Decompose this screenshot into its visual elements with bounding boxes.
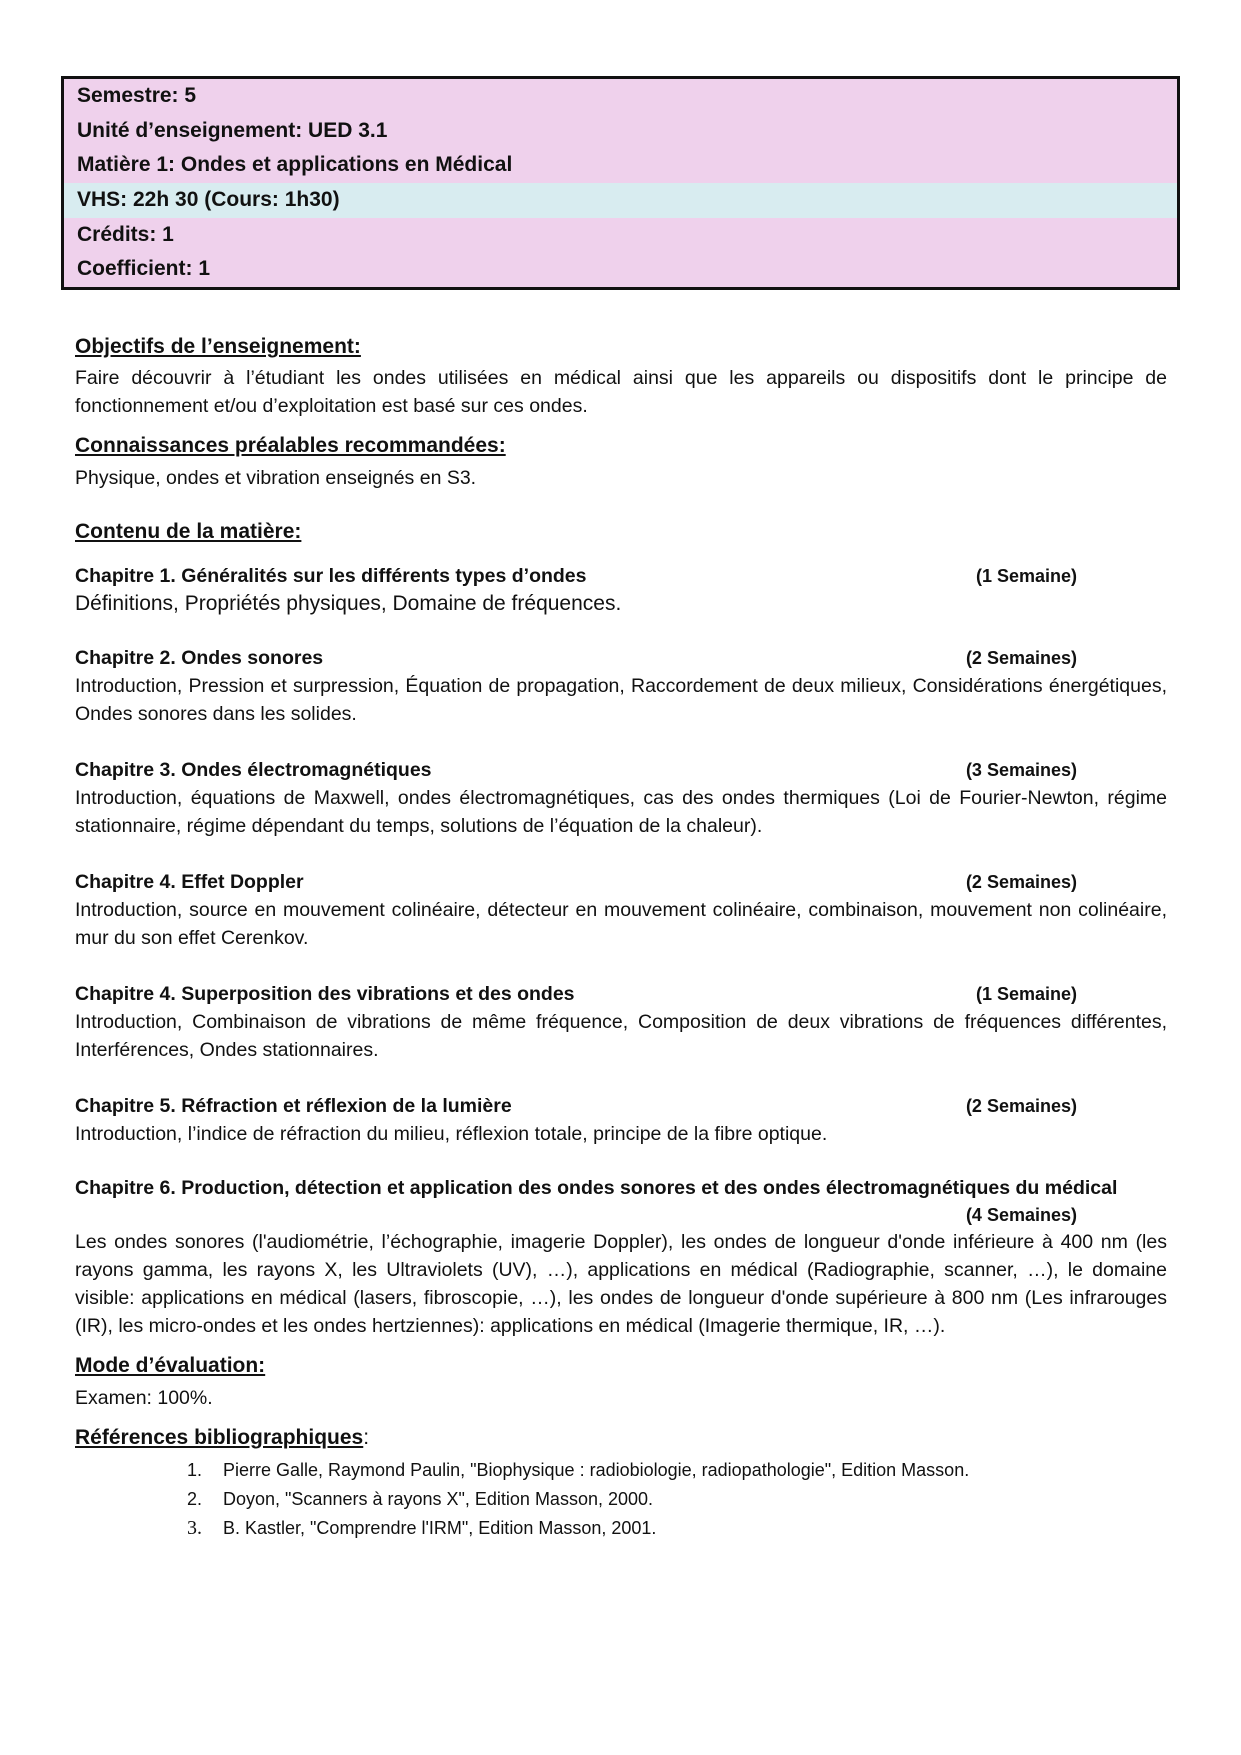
chapter-title: Chapitre 4. Superposition des vibrations et des ondes [75, 983, 575, 1005]
chapter-title: Chapitre 2. Ondes sonores [75, 647, 324, 669]
chapter-title: Chapitre 1. Généralités sur les différents types d’ondes [75, 565, 587, 587]
chapter-text: Les ondes sonores (l'audiométrie, l’échographie, imagerie Doppler), les ondes de longueur d'onde inférieure à 400 nm (les rayons gamma, les rayons X, les Ultraviolets (UV), …), applications en médical (Radiographie, scanner, …), le domaine visible: applications en médical (lasers, fibroscopie, …), les ondes de longueur d'onde supérieure à 800 nm (Les infrarouges (IR), les micro-ondes et les ondes hertziennes): applications en médical (Imagerie thermique, IR, …). [75, 1231, 1167, 1337]
chapter-text: Définitions, Propriétés physiques, Domaine de fréquences. [75, 592, 622, 615]
references-title: Références bibliographiques [75, 1426, 364, 1449]
chapter-text: Introduction, Combinaison de vibrations de même fréquence, Composition de deux vibrations de fréquences différentes, Interférences, Ondes stationnaires. [75, 1011, 1167, 1061]
chapter-duration: (1 Semaine) [975, 984, 1077, 1004]
chapter-3 [75, 756, 1167, 840]
chapter-title: Chapitre 5. Réfraction et réflexion de la lumière [75, 1095, 512, 1117]
reference-item [187, 1485, 1167, 1514]
chapter-text: Introduction, source en mouvement colinéaire, détecteur en mouvement colinéaire, combinaison, mouvement non colinéaire, mur du son effet Cerenkov. [75, 899, 1167, 949]
vhs-row: VHS: 22h 30 (Cours: 1h30) [64, 183, 1177, 218]
chapter-4b [75, 980, 1167, 1064]
chapter-title: Chapitre 4. Effet Doppler [75, 871, 304, 893]
chapter-4 [75, 868, 1167, 952]
reference-number: 3. [187, 1517, 202, 1539]
coefficient-row: Coefficient: 1 [64, 252, 1177, 287]
evaluation-section [75, 1352, 1167, 1412]
chapter-duration: (1 Semaine) [975, 566, 1077, 586]
chapter-duration: (2 Semaines) [965, 1096, 1077, 1116]
chapter-title: Chapitre 6. Production, détection et application des ondes sonores et des ondes électromagnétiques du médical [75, 1177, 1118, 1199]
reference-number: 1. [187, 1460, 203, 1480]
chapter-text: Introduction, Pression et surpression, Équation de propagation, Raccordement de deux milieux, Considérations énergétiques, Ondes sonores dans les solides. [75, 675, 1167, 725]
reference-number: 2. [187, 1489, 203, 1509]
contenu-section [75, 518, 1167, 1340]
chapter-duration: (3 Semaines) [965, 760, 1077, 780]
chapter-1 [75, 562, 1167, 618]
reference-item [187, 1514, 1167, 1543]
references-section [75, 1424, 1167, 1543]
connaissances-title: Connaissances préalables recommandées: [75, 434, 506, 457]
references-list [187, 1456, 1167, 1543]
reference-text: B. Kastler, "Comprendre l'IRM", Edition Masson, 2001. [223, 1518, 657, 1538]
contenu-title: Contenu de la matière: [75, 520, 302, 543]
connaissances-text: Physique, ondes et vibration enseignés en S3. [75, 467, 477, 489]
objectifs-text: Faire découvrir à l’étudiant les ondes utilisées en médical ainsi que les appareils ou dispositifs dont le principe de fonctionnement et/ou d’exploitation est basé sur ces ondes. [75, 367, 1167, 417]
references-colon: : [363, 1426, 370, 1449]
chapter-text: Introduction, l’indice de réfraction du milieu, réflexion totale, principe de la fibre optique. [75, 1123, 828, 1145]
matiere-row: Matière 1: Ondes et applications en Médical [64, 148, 1177, 183]
main-content [75, 333, 1167, 1543]
evaluation-text: Examen: 100%. [75, 1387, 213, 1409]
reference-item [187, 1456, 1167, 1485]
chapter-duration: (4 Semaines) [965, 1205, 1077, 1225]
chapter-duration: (2 Semaines) [965, 648, 1077, 668]
course-info-table [61, 76, 1180, 290]
evaluation-title: Mode d’évaluation: [75, 1354, 266, 1377]
chapter-2 [75, 644, 1167, 728]
credits-row: Crédits: 1 [64, 218, 1177, 253]
objectifs-section [75, 333, 1167, 420]
semestre-row: Semestre: 5 [64, 79, 1177, 114]
unite-row: Unité d’enseignement: UED 3.1 [64, 114, 1177, 149]
chapter-text: Introduction, équations de Maxwell, ondes électromagnétiques, cas des ondes thermiques (Loi de Fourier-Newton, régime stationnaire, régime dépendant du temps, solutions de l’équation de la chaleur). [75, 787, 1167, 837]
reference-text: Doyon, "Scanners à rayons X", Edition Masson, 2000. [223, 1489, 654, 1509]
objectifs-title: Objectifs de l’enseignement: [75, 335, 361, 358]
chapter-duration: (2 Semaines) [965, 872, 1077, 892]
chapter-5 [75, 1092, 1167, 1148]
connaissances-section [75, 432, 1167, 492]
references-heading [75, 1424, 1167, 1452]
chapter-title: Chapitre 3. Ondes électromagnétiques [75, 759, 432, 781]
chapter-6 [75, 1174, 1167, 1340]
reference-text: Pierre Galle, Raymond Paulin, "Biophysique : radiobiologie, radiopathologie", Edition Masson. [223, 1460, 970, 1480]
